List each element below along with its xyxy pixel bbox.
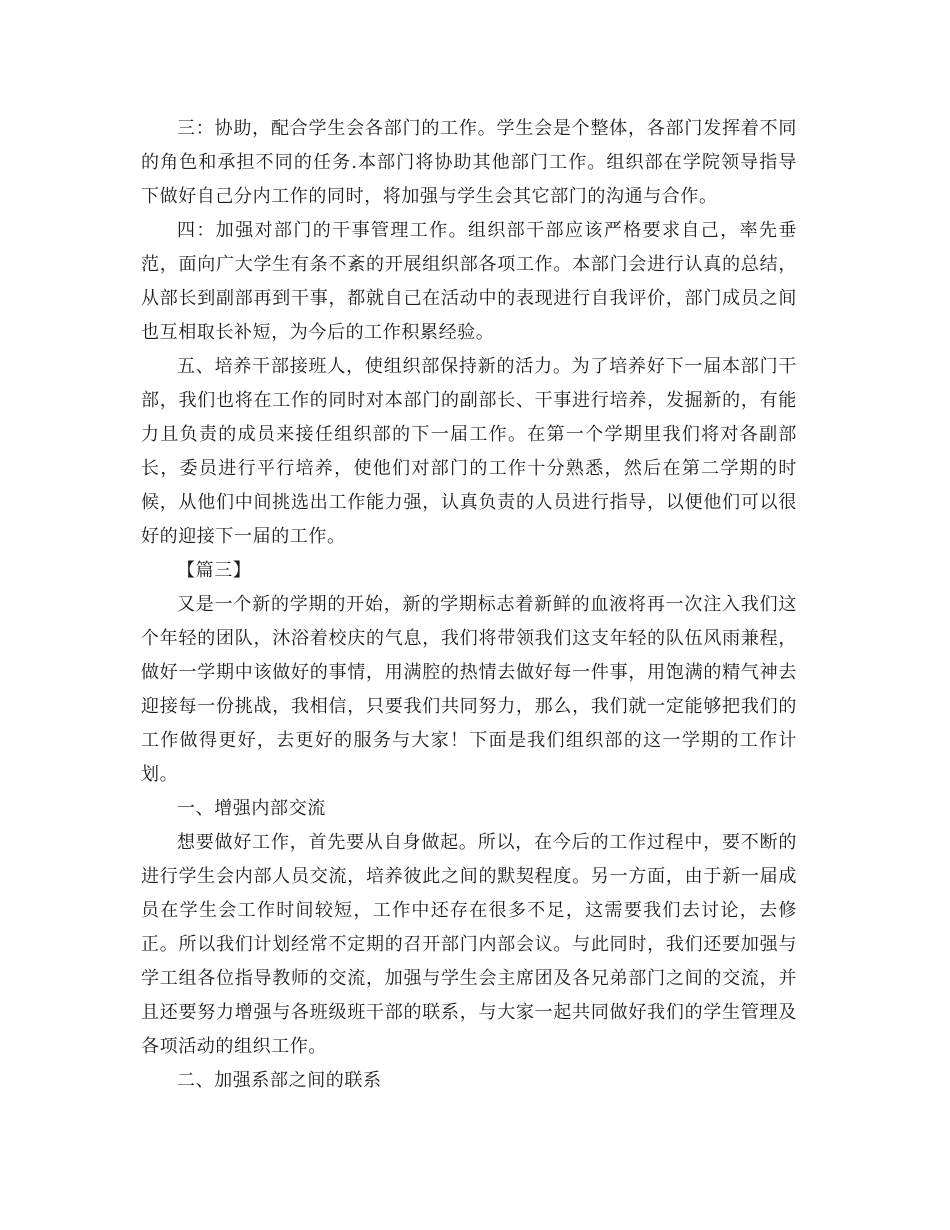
paragraph-5-successor-training: 五、培养干部接班人，使组织部保持新的活力。为了培养好下一届本部门干部，我们也将在工作的同时对本部门的副部长、干事进行培养，发掘新的，有能力且负责的成员来接任组织部的下一届工作。在第一个学期里我们将对各副部长，委员进行平行培养，使他们对部门的工作十分熟悉，然后在第二学期的时候，从他们中间挑选出工作能力强，认真负责的人员进行指导，以便他们可以很好的迎接下一届的工作。 [141, 356, 797, 547]
subheading-internal-communication: 一、增强内部交流 [177, 798, 326, 819]
paragraph-internal-communication: 想要做好工作，首先要从自身做起。所以，在今后的工作过程中，要不断的进行学生会内部人员交流，培养彼此之间的默契程度。另一方面，由于新一届成员在学生会工作时间较短，工作中还存在很多不足，这需要我们去讨论，去修正。所以我们计划经常不定期的召开部门内部会议。与此同时，我们还要加强与学工组各位指导教师的交流，加强与学生会主席团及各兄弟部门之间的交流，并且还要努力增强与各班级班干部的联系，与大家一起共同做好我们的学生管理及各项活动的组织工作。 [141, 832, 797, 1057]
paragraph-4-staff-management: 四：加强对部门的干事管理工作。组织部干部应该严格要求自己，率先垂范，面向广大学生有条不紊的开展组织部各项工作。本部门会进行认真的总结，从部长到副部再到干事，都就自己在活动中的表现进行自我评价，部门成员之间也互相取长补短，为今后的工作积累经验。 [141, 220, 797, 343]
document-body [141, 112, 797, 1098]
paragraph-3-cooperation: 三：协助，配合学生会各部门的工作。学生会是个整体，各部门发挥着不同的角色和承担不同的任务.本部门将协助其他部门工作。组织部在学院领导指导下做好自己分内工作的同时，将加强与学生会其它部门的沟通与合作。 [141, 118, 797, 207]
subheading-department-liaison: 二、加强系部之间的联系 [177, 1070, 382, 1091]
section-heading-part-three: 【篇三】 [177, 560, 252, 581]
paragraph-intro-new-semester: 又是一个新的学期的开始，新的学期标志着新鲜的血液将再一次注入我们这个年轻的团队，沐浴着校庆的气息，我们将带领我们这支年轻的队伍风雨兼程，做好一学期中该做好的事情，用满腔的热情去做好每一件事，用饱满的精气神去迎接每一份挑战，我相信，只要我们共同努力，那么，我们就一定能够把我们的工作做得更好，去更好的服务与大家！下面是我们组织部的这一学期的工作计划。 [141, 594, 797, 785]
